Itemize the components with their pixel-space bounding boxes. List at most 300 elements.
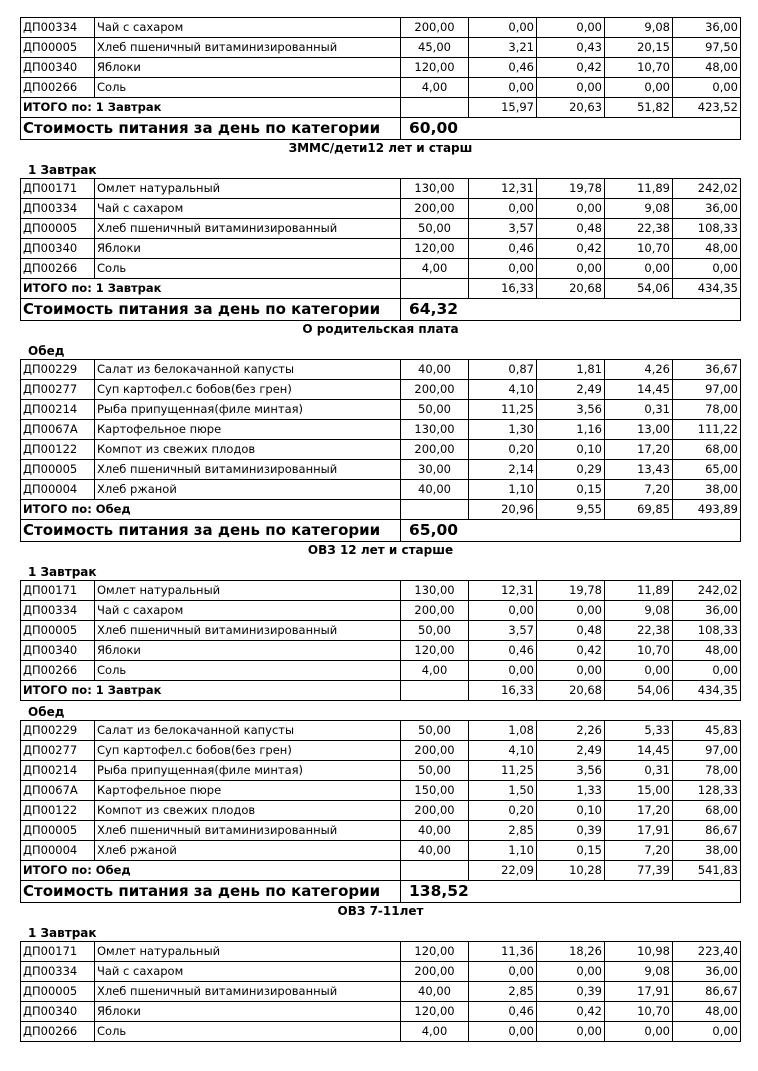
total-protein: 16,33 xyxy=(469,279,537,299)
dish-quantity: 4,00 xyxy=(401,259,469,279)
dish-fat: 0,00 xyxy=(537,18,605,38)
daily-cost-row xyxy=(21,881,741,903)
meal-heading: 1 Завтрак xyxy=(28,565,97,579)
dish-protein: 1,10 xyxy=(469,480,537,500)
dish-protein: 2,85 xyxy=(469,821,537,841)
dish-fat: 18,26 xyxy=(537,942,605,962)
dish-name: Соль xyxy=(95,259,401,279)
dish-kcal: 68,00 xyxy=(673,801,741,821)
meal-total-row xyxy=(21,500,741,520)
dish-kcal: 78,00 xyxy=(673,761,741,781)
dish-quantity: 50,00 xyxy=(401,400,469,420)
dish-kcal: 36,00 xyxy=(673,18,741,38)
dish-code: ДП00005 xyxy=(21,460,95,480)
dish-quantity: 150,00 xyxy=(401,781,469,801)
daily-cost-filler xyxy=(537,299,741,321)
dish-kcal: 48,00 xyxy=(673,58,741,78)
dish-name: Омлет натуральный xyxy=(95,942,401,962)
dish-protein: 11,25 xyxy=(469,761,537,781)
dish-protein: 0,46 xyxy=(469,58,537,78)
daily-cost-label: Стоимость питания за день по категории xyxy=(21,118,401,140)
dish-row xyxy=(21,601,741,621)
dish-code: ДП00334 xyxy=(21,199,95,219)
dish-name: Чай с сахаром xyxy=(95,962,401,982)
dish-quantity: 4,00 xyxy=(401,78,469,98)
dish-name: Хлеб пшеничный витаминизированный xyxy=(95,460,401,480)
total-protein: 15,97 xyxy=(469,98,537,118)
dish-kcal: 36,00 xyxy=(673,199,741,219)
dish-quantity: 200,00 xyxy=(401,380,469,400)
dish-code: ДП00334 xyxy=(21,601,95,621)
dish-fat: 0,43 xyxy=(537,38,605,58)
total-protein: 20,96 xyxy=(469,500,537,520)
dish-quantity: 4,00 xyxy=(401,1022,469,1042)
dish-quantity: 40,00 xyxy=(401,360,469,380)
dish-fat: 0,48 xyxy=(537,219,605,239)
dish-carbs: 0,00 xyxy=(605,259,673,279)
dish-quantity: 200,00 xyxy=(401,801,469,821)
dish-kcal: 0,00 xyxy=(673,259,741,279)
dish-kcal: 108,33 xyxy=(673,219,741,239)
dish-kcal: 86,67 xyxy=(673,982,741,1002)
dish-quantity: 40,00 xyxy=(401,841,469,861)
dish-name: Хлеб ржаной xyxy=(95,841,401,861)
dish-fat: 0,00 xyxy=(537,199,605,219)
dish-row xyxy=(21,360,741,380)
dish-carbs: 0,00 xyxy=(605,1022,673,1042)
dish-row xyxy=(21,400,741,420)
dish-row xyxy=(21,761,741,781)
dish-kcal: 48,00 xyxy=(673,239,741,259)
dish-quantity: 40,00 xyxy=(401,480,469,500)
daily-cost-filler xyxy=(537,118,741,140)
dish-protein: 1,08 xyxy=(469,721,537,741)
daily-cost-row xyxy=(21,299,741,321)
dish-quantity: 4,00 xyxy=(401,661,469,681)
dish-carbs: 13,00 xyxy=(605,420,673,440)
dish-carbs: 22,38 xyxy=(605,219,673,239)
dish-row xyxy=(21,259,741,279)
dish-row xyxy=(21,179,741,199)
dish-code: ДП00340 xyxy=(21,58,95,78)
total-kcal: 541,83 xyxy=(673,861,741,881)
dish-name: Хлеб пшеничный витаминизированный xyxy=(95,982,401,1002)
dish-row xyxy=(21,962,741,982)
dish-carbs: 17,91 xyxy=(605,821,673,841)
dish-carbs: 0,00 xyxy=(605,78,673,98)
meal-total-quantity xyxy=(401,279,469,299)
dish-fat: 0,00 xyxy=(537,601,605,621)
dish-quantity: 120,00 xyxy=(401,58,469,78)
dish-quantity: 120,00 xyxy=(401,641,469,661)
dish-kcal: 97,50 xyxy=(673,38,741,58)
total-carbs: 54,06 xyxy=(605,279,673,299)
dish-kcal: 128,33 xyxy=(673,781,741,801)
meal-heading: 1 Завтрак xyxy=(28,163,97,177)
dish-name: Чай с сахаром xyxy=(95,601,401,621)
dish-fat: 0,00 xyxy=(537,78,605,98)
dish-name: Компот из свежих плодов xyxy=(95,801,401,821)
dish-carbs: 4,26 xyxy=(605,360,673,380)
dish-protein: 0,20 xyxy=(469,801,537,821)
dish-row xyxy=(21,78,741,98)
daily-cost-value: 60,00 xyxy=(401,118,537,140)
dish-carbs: 11,89 xyxy=(605,581,673,601)
dish-code: ДП00005 xyxy=(21,621,95,641)
dish-fat: 0,15 xyxy=(537,841,605,861)
dish-code: ДП00277 xyxy=(21,380,95,400)
meal-total-row xyxy=(21,98,741,118)
menu-table xyxy=(20,580,741,701)
dish-code: ДП0067А xyxy=(21,420,95,440)
dish-fat: 0,00 xyxy=(537,661,605,681)
dish-kcal: 111,22 xyxy=(673,420,741,440)
meal-total-label: ИТОГО по: 1 Завтрак xyxy=(21,98,401,118)
total-kcal: 423,52 xyxy=(673,98,741,118)
dish-protein: 0,87 xyxy=(469,360,537,380)
dish-name: Соль xyxy=(95,1022,401,1042)
meal-total-quantity xyxy=(401,98,469,118)
dish-name: Омлет натуральный xyxy=(95,581,401,601)
dish-protein: 11,25 xyxy=(469,400,537,420)
dish-kcal: 242,02 xyxy=(673,581,741,601)
dish-code: ДП00266 xyxy=(21,78,95,98)
dish-kcal: 86,67 xyxy=(673,821,741,841)
dish-kcal: 97,00 xyxy=(673,741,741,761)
dish-carbs: 10,98 xyxy=(605,942,673,962)
dish-code: ДП00266 xyxy=(21,259,95,279)
dish-row xyxy=(21,661,741,681)
dish-carbs: 10,70 xyxy=(605,641,673,661)
dish-protein: 3,57 xyxy=(469,219,537,239)
dish-quantity: 200,00 xyxy=(401,601,469,621)
dish-quantity: 200,00 xyxy=(401,440,469,460)
dish-quantity: 50,00 xyxy=(401,219,469,239)
total-kcal: 493,89 xyxy=(673,500,741,520)
dish-quantity: 30,00 xyxy=(401,460,469,480)
category-heading: О родительская плата xyxy=(302,322,459,336)
dish-code: ДП00334 xyxy=(21,962,95,982)
meal-total-row xyxy=(21,279,741,299)
dish-quantity: 120,00 xyxy=(401,1002,469,1022)
meal-total-label: ИТОГО по: Обед xyxy=(21,500,401,520)
dish-fat: 1,16 xyxy=(537,420,605,440)
dish-carbs: 11,89 xyxy=(605,179,673,199)
dish-protein: 2,85 xyxy=(469,982,537,1002)
dish-kcal: 45,83 xyxy=(673,721,741,741)
dish-kcal: 36,67 xyxy=(673,360,741,380)
dish-fat: 2,49 xyxy=(537,741,605,761)
daily-cost-filler xyxy=(537,520,741,542)
dish-fat: 0,00 xyxy=(537,1022,605,1042)
dish-kcal: 48,00 xyxy=(673,1002,741,1022)
dish-code: ДП00266 xyxy=(21,661,95,681)
dish-row xyxy=(21,942,741,962)
meal-total-label: ИТОГО по: 1 Завтрак xyxy=(21,279,401,299)
dish-fat: 0,29 xyxy=(537,460,605,480)
dish-kcal: 0,00 xyxy=(673,78,741,98)
dish-code: ДП00005 xyxy=(21,982,95,1002)
dish-quantity: 120,00 xyxy=(401,239,469,259)
dish-row xyxy=(21,480,741,500)
dish-code: ДП00005 xyxy=(21,821,95,841)
total-fat: 20,63 xyxy=(537,98,605,118)
dish-row xyxy=(21,581,741,601)
dish-quantity: 50,00 xyxy=(401,621,469,641)
category-heading: ЗММС/дети12 лет и старш xyxy=(288,141,473,155)
dish-code: ДП00340 xyxy=(21,1002,95,1022)
dish-row xyxy=(21,621,741,641)
total-fat: 20,68 xyxy=(537,279,605,299)
dish-carbs: 17,91 xyxy=(605,982,673,1002)
dish-row xyxy=(21,440,741,460)
dish-row xyxy=(21,58,741,78)
dish-quantity: 40,00 xyxy=(401,821,469,841)
dish-protein: 4,10 xyxy=(469,380,537,400)
dish-name: Хлеб пшеничный витаминизированный xyxy=(95,38,401,58)
daily-cost-label: Стоимость питания за день по категории xyxy=(21,881,401,903)
dish-name: Суп картофел.с бобов(без грен) xyxy=(95,380,401,400)
dish-row xyxy=(21,641,741,661)
meal-heading: 1 Завтрак xyxy=(28,926,97,940)
total-fat: 9,55 xyxy=(537,500,605,520)
dish-fat: 0,00 xyxy=(537,259,605,279)
dish-fat: 0,39 xyxy=(537,821,605,841)
dish-code: ДП00004 xyxy=(21,480,95,500)
dish-row xyxy=(21,239,741,259)
dish-protein: 0,46 xyxy=(469,1002,537,1022)
dish-carbs: 17,20 xyxy=(605,801,673,821)
dish-quantity: 130,00 xyxy=(401,581,469,601)
dish-name: Хлеб пшеничный витаминизированный xyxy=(95,621,401,641)
meal-total-label: ИТОГО по: Обед xyxy=(21,861,401,881)
dish-protein: 0,00 xyxy=(469,18,537,38)
dish-protein: 3,57 xyxy=(469,621,537,641)
dish-carbs: 10,70 xyxy=(605,239,673,259)
meal-heading: Обед xyxy=(28,344,65,358)
total-protein: 22,09 xyxy=(469,861,537,881)
dish-name: Рыба припущенная(филе минтая) xyxy=(95,761,401,781)
dish-code: ДП00340 xyxy=(21,239,95,259)
total-carbs: 69,85 xyxy=(605,500,673,520)
dish-fat: 0,10 xyxy=(537,440,605,460)
dish-carbs: 7,20 xyxy=(605,841,673,861)
dish-code: ДП00214 xyxy=(21,400,95,420)
dish-code: ДП00229 xyxy=(21,360,95,380)
dish-carbs: 9,08 xyxy=(605,601,673,621)
meal-total-quantity xyxy=(401,681,469,701)
dish-name: Картофельное пюре xyxy=(95,420,401,440)
dish-code: ДП00122 xyxy=(21,801,95,821)
dish-kcal: 36,00 xyxy=(673,962,741,982)
dish-code: ДП00171 xyxy=(21,581,95,601)
dish-carbs: 14,45 xyxy=(605,380,673,400)
daily-cost-value: 138,52 xyxy=(401,881,537,903)
dish-carbs: 5,33 xyxy=(605,721,673,741)
daily-cost-row xyxy=(21,520,741,542)
dish-carbs: 10,70 xyxy=(605,1002,673,1022)
dish-name: Яблоки xyxy=(95,239,401,259)
menu-table xyxy=(20,941,741,1042)
dish-code: ДП00340 xyxy=(21,641,95,661)
meal-total-quantity xyxy=(401,500,469,520)
daily-cost-row xyxy=(21,118,741,140)
dish-row xyxy=(21,741,741,761)
dish-fat: 0,42 xyxy=(537,1002,605,1022)
dish-quantity: 50,00 xyxy=(401,721,469,741)
dish-code: ДП00005 xyxy=(21,219,95,239)
daily-cost-label: Стоимость питания за день по категории xyxy=(21,299,401,321)
dish-row xyxy=(21,982,741,1002)
dish-kcal: 223,40 xyxy=(673,942,741,962)
dish-row xyxy=(21,1022,741,1042)
dish-fat: 2,26 xyxy=(537,721,605,741)
dish-carbs: 13,43 xyxy=(605,460,673,480)
dish-carbs: 7,20 xyxy=(605,480,673,500)
dish-fat: 1,81 xyxy=(537,360,605,380)
dish-code: ДП00334 xyxy=(21,18,95,38)
dish-protein: 12,31 xyxy=(469,179,537,199)
dish-fat: 1,33 xyxy=(537,781,605,801)
dish-fat: 0,10 xyxy=(537,801,605,821)
dish-carbs: 0,31 xyxy=(605,761,673,781)
dish-code: ДП00004 xyxy=(21,841,95,861)
menu-table xyxy=(20,17,741,140)
dish-code: ДП00266 xyxy=(21,1022,95,1042)
dish-kcal: 38,00 xyxy=(673,841,741,861)
daily-cost-label: Стоимость питания за день по категории xyxy=(21,520,401,542)
dish-protein: 4,10 xyxy=(469,741,537,761)
dish-fat: 3,56 xyxy=(537,400,605,420)
dish-name: Соль xyxy=(95,661,401,681)
dish-carbs: 22,38 xyxy=(605,621,673,641)
total-carbs: 51,82 xyxy=(605,98,673,118)
dish-name: Яблоки xyxy=(95,58,401,78)
total-kcal: 434,35 xyxy=(673,681,741,701)
daily-cost-value: 64,32 xyxy=(401,299,537,321)
dish-name: Чай с сахаром xyxy=(95,18,401,38)
dish-name: Хлеб ржаной xyxy=(95,480,401,500)
dish-protein: 1,50 xyxy=(469,781,537,801)
dish-row xyxy=(21,380,741,400)
dish-fat: 0,42 xyxy=(537,58,605,78)
dish-protein: 0,46 xyxy=(469,641,537,661)
dish-protein: 0,00 xyxy=(469,78,537,98)
dish-name: Рыба припущенная(филе минтая) xyxy=(95,400,401,420)
dish-row xyxy=(21,18,741,38)
dish-protein: 2,14 xyxy=(469,460,537,480)
dish-row xyxy=(21,420,741,440)
dish-row xyxy=(21,38,741,58)
dish-row xyxy=(21,460,741,480)
dish-code: ДП00229 xyxy=(21,721,95,741)
dish-kcal: 65,00 xyxy=(673,460,741,480)
dish-name: Суп картофел.с бобов(без грен) xyxy=(95,741,401,761)
dish-protein: 1,30 xyxy=(469,420,537,440)
dish-name: Компот из свежих плодов xyxy=(95,440,401,460)
dish-protein: 0,00 xyxy=(469,962,537,982)
daily-cost-value: 65,00 xyxy=(401,520,537,542)
meal-total-row xyxy=(21,681,741,701)
dish-kcal: 0,00 xyxy=(673,1022,741,1042)
dish-name: Чай с сахаром xyxy=(95,199,401,219)
dish-code: ДП00122 xyxy=(21,440,95,460)
dish-carbs: 20,15 xyxy=(605,38,673,58)
dish-code: ДП00171 xyxy=(21,179,95,199)
dish-quantity: 200,00 xyxy=(401,962,469,982)
dish-protein: 0,46 xyxy=(469,239,537,259)
dish-fat: 0,39 xyxy=(537,982,605,1002)
menu-report xyxy=(20,17,741,1042)
dish-kcal: 68,00 xyxy=(673,440,741,460)
dish-quantity: 50,00 xyxy=(401,761,469,781)
dish-carbs: 10,70 xyxy=(605,58,673,78)
dish-name: Хлеб пшеничный витаминизированный xyxy=(95,219,401,239)
dish-quantity: 200,00 xyxy=(401,18,469,38)
total-carbs: 54,06 xyxy=(605,681,673,701)
menu-table xyxy=(20,359,741,542)
dish-fat: 19,78 xyxy=(537,581,605,601)
dish-protein: 0,00 xyxy=(469,601,537,621)
dish-row xyxy=(21,721,741,741)
total-carbs: 77,39 xyxy=(605,861,673,881)
dish-carbs: 9,08 xyxy=(605,18,673,38)
dish-carbs: 9,08 xyxy=(605,199,673,219)
dish-name: Яблоки xyxy=(95,1002,401,1022)
dish-protein: 3,21 xyxy=(469,38,537,58)
dish-name: Омлет натуральный xyxy=(95,179,401,199)
dish-kcal: 0,00 xyxy=(673,661,741,681)
menu-table xyxy=(20,720,741,903)
dish-name: Картофельное пюре xyxy=(95,781,401,801)
dish-row xyxy=(21,219,741,239)
meal-total-quantity xyxy=(401,861,469,881)
dish-code: ДП00171 xyxy=(21,942,95,962)
dish-row xyxy=(21,841,741,861)
dish-kcal: 78,00 xyxy=(673,400,741,420)
dish-kcal: 108,33 xyxy=(673,621,741,641)
dish-protein: 0,00 xyxy=(469,259,537,279)
dish-carbs: 9,08 xyxy=(605,962,673,982)
dish-carbs: 0,00 xyxy=(605,661,673,681)
daily-cost-filler xyxy=(537,881,741,903)
dish-name: Салат из белокачанной капусты xyxy=(95,721,401,741)
dish-name: Яблоки xyxy=(95,641,401,661)
dish-kcal: 242,02 xyxy=(673,179,741,199)
dish-protein: 11,36 xyxy=(469,942,537,962)
dish-quantity: 45,00 xyxy=(401,38,469,58)
dish-protein: 12,31 xyxy=(469,581,537,601)
category-heading: ОВЗ 12 лет и старше xyxy=(307,543,454,557)
category-heading: ОВЗ 7-11лет xyxy=(337,904,424,918)
dish-carbs: 0,31 xyxy=(605,400,673,420)
dish-code: ДП00214 xyxy=(21,761,95,781)
total-protein: 16,33 xyxy=(469,681,537,701)
dish-quantity: 130,00 xyxy=(401,420,469,440)
dish-kcal: 36,00 xyxy=(673,601,741,621)
dish-name: Соль xyxy=(95,78,401,98)
dish-row xyxy=(21,1002,741,1022)
dish-fat: 0,48 xyxy=(537,621,605,641)
dish-kcal: 48,00 xyxy=(673,641,741,661)
dish-protein: 0,00 xyxy=(469,1022,537,1042)
dish-fat: 3,56 xyxy=(537,761,605,781)
dish-name: Хлеб пшеничный витаминизированный xyxy=(95,821,401,841)
dish-fat: 0,15 xyxy=(537,480,605,500)
dish-protein: 1,10 xyxy=(469,841,537,861)
dish-row xyxy=(21,781,741,801)
dish-kcal: 38,00 xyxy=(673,480,741,500)
